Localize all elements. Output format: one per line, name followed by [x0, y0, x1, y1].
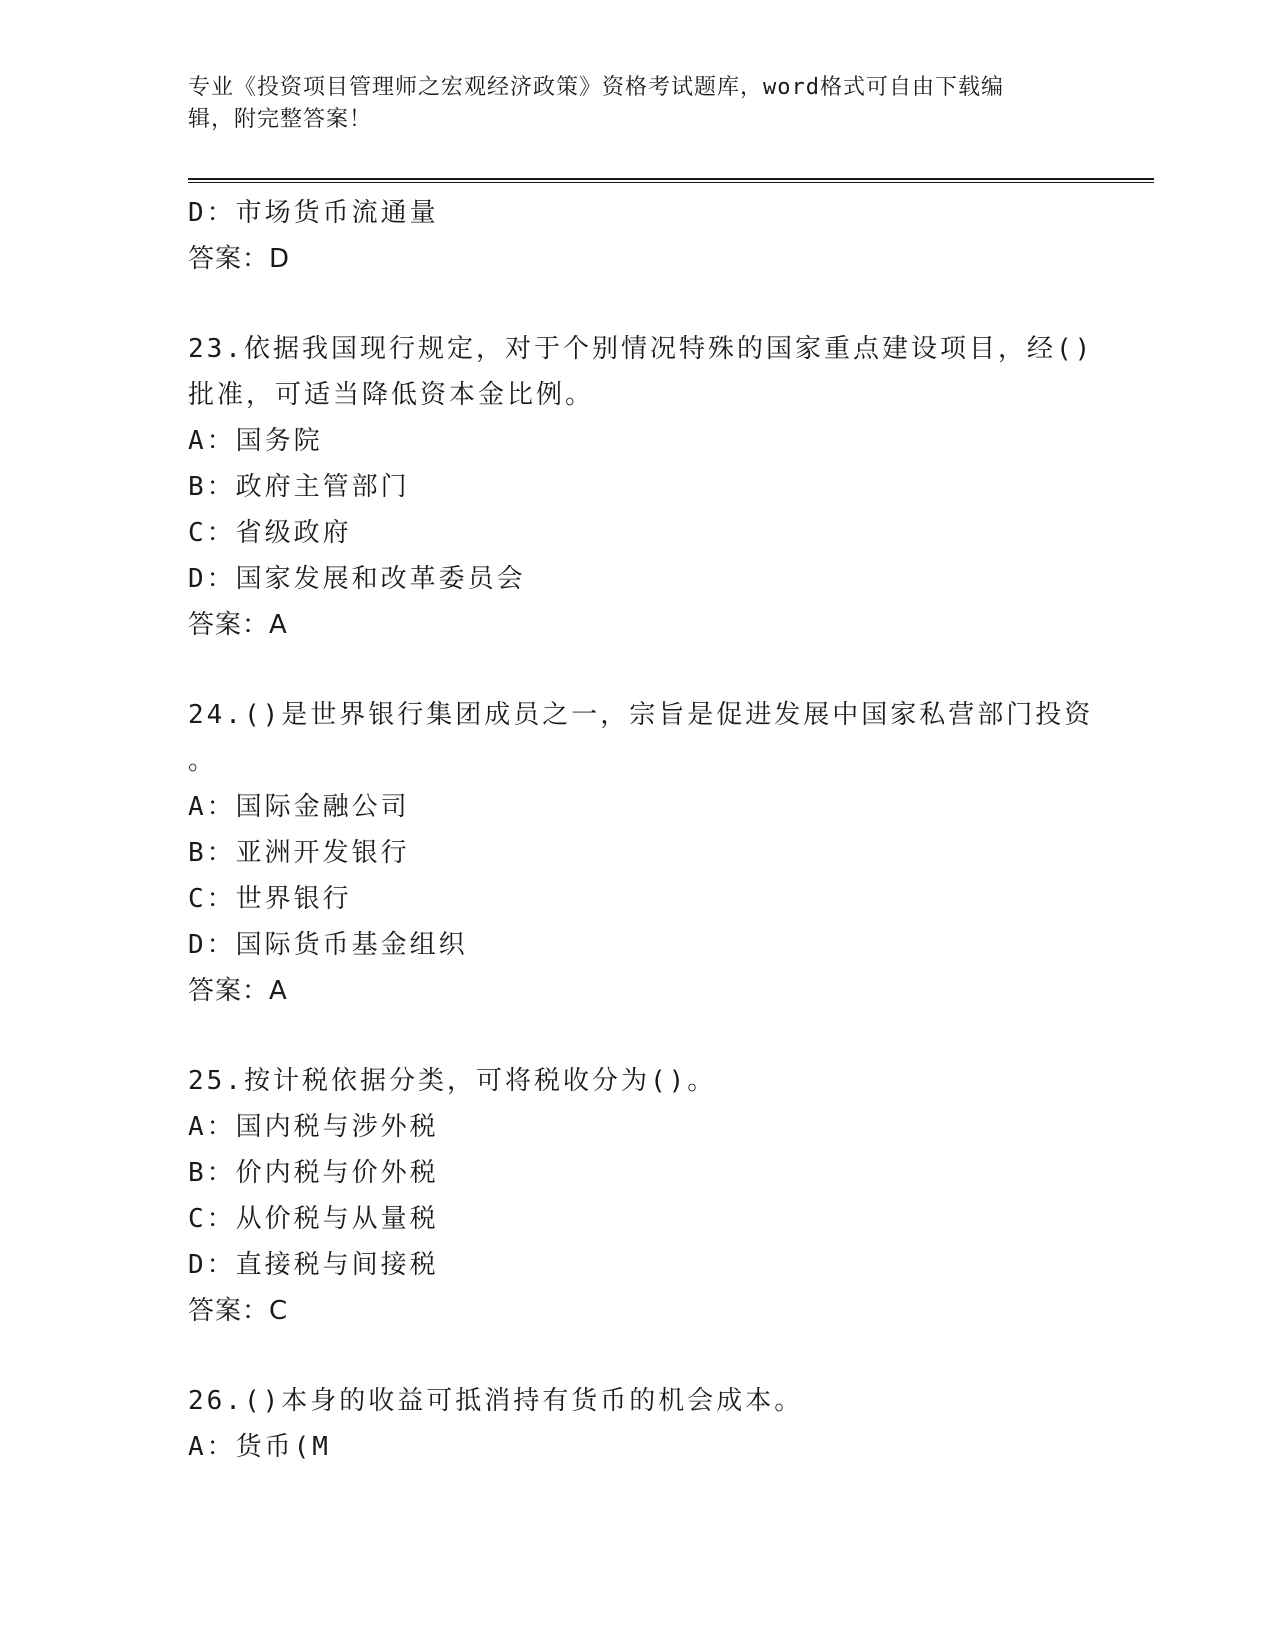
header-divider-thin — [188, 182, 1154, 183]
option-c: C：省级政府 — [188, 518, 352, 548]
header-line-1: 专业《投资项目管理师之宏观经济政策》资格考试题库，word格式可自由下载编 — [188, 75, 1004, 100]
option-d: D：直接税与间接税 — [188, 1250, 439, 1280]
option-b: B：政府主管部门 — [188, 472, 410, 502]
option-d: D：国际货币基金组织 — [188, 930, 468, 960]
option-b: B：亚洲开发银行 — [188, 838, 410, 868]
question-stem: 。 — [188, 746, 218, 776]
question-23 — [188, 326, 1094, 648]
question-stem: 批准，可适当降低资本金比例。 — [188, 380, 595, 410]
option-d: D：国家发展和改革委员会 — [188, 564, 526, 594]
option-c: C：从价税与从量税 — [188, 1204, 439, 1234]
document-header — [188, 72, 1068, 136]
answer: 答案：A — [188, 976, 288, 1006]
question-stem: 25.按计税依据分类，可将税收分为()。 — [188, 1066, 717, 1096]
prev-question-option-d: D：市场货币流通量 — [188, 198, 439, 228]
question-26 — [188, 1378, 1088, 1470]
answer: 答案：C — [188, 1296, 289, 1326]
header-line-2: 辑，附完整答案！ — [188, 107, 373, 132]
option-c: C：世界银行 — [188, 884, 352, 914]
option-a: A：国际金融公司 — [188, 792, 410, 822]
option-a: A：国内税与涉外税 — [188, 1112, 439, 1142]
option-a: A：货币(M — [188, 1432, 331, 1462]
question-25 — [188, 1058, 1088, 1334]
answer: 答案：A — [188, 610, 288, 640]
prev-question-answer: 答案：D — [188, 244, 291, 274]
question-stem: 24.()是世界银行集团成员之一，宗旨是促进发展中国家私营部门投资 — [188, 700, 1094, 730]
question-24 — [188, 692, 1094, 1014]
question-list — [188, 190, 1094, 1470]
header-divider-thick — [188, 178, 1154, 180]
option-b: B：价内税与价外税 — [188, 1158, 439, 1188]
question-stem: 26.()本身的收益可抵消持有货币的机会成本。 — [188, 1386, 804, 1416]
option-a: A：国务院 — [188, 426, 323, 456]
question-stem: 23.依据我国现行规定，对于个别情况特殊的国家重点建设项目，经() — [188, 334, 1094, 364]
